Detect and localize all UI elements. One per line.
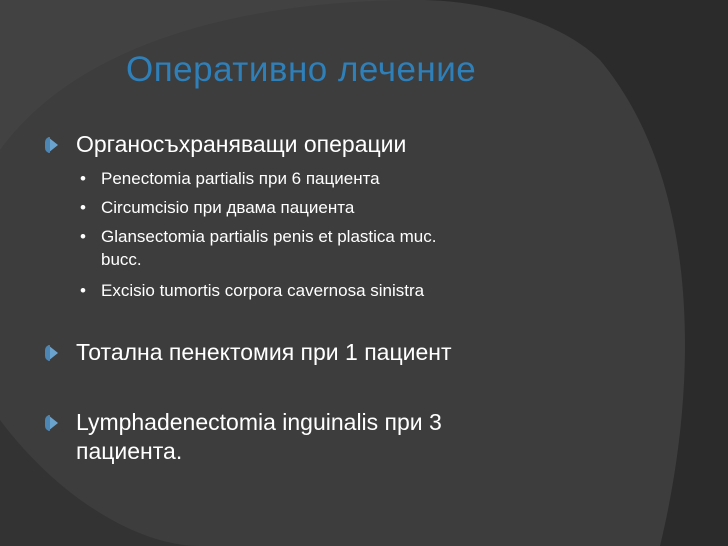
slide-title: Оперативно лечение — [126, 50, 477, 89]
arrow-bullet-icon — [48, 137, 58, 153]
arrow-bullet-icon — [48, 345, 58, 361]
bullet-text: Lymphadenectomia inguinalis при 3 — [76, 409, 442, 435]
arrow-bullet-icon — [48, 415, 58, 431]
sub-bullet-dot: • — [80, 227, 86, 246]
sub-bullet-text: Excisio tumortis corpora cavernosa sinistra — [101, 281, 425, 300]
sub-bullet-text: bucc. — [101, 250, 142, 269]
sub-bullet-dot: • — [80, 169, 86, 188]
bullet-text: Тотална пенектомия при 1 пациент — [76, 339, 452, 365]
sub-bullet-dot: • — [80, 198, 86, 217]
sub-bullet-text: Glansectomia partialis penis et plastica muc. — [101, 227, 437, 246]
sub-bullet-text: Penectomia partialis при 6 пациента — [101, 169, 380, 188]
bullet-text: Органосъхраняващи операции — [76, 131, 407, 157]
sub-bullet-dot: • — [80, 281, 86, 300]
sub-bullet-text: Circumcisio при двама пациента — [101, 198, 355, 217]
bullet-text: пациента. — [76, 438, 183, 464]
